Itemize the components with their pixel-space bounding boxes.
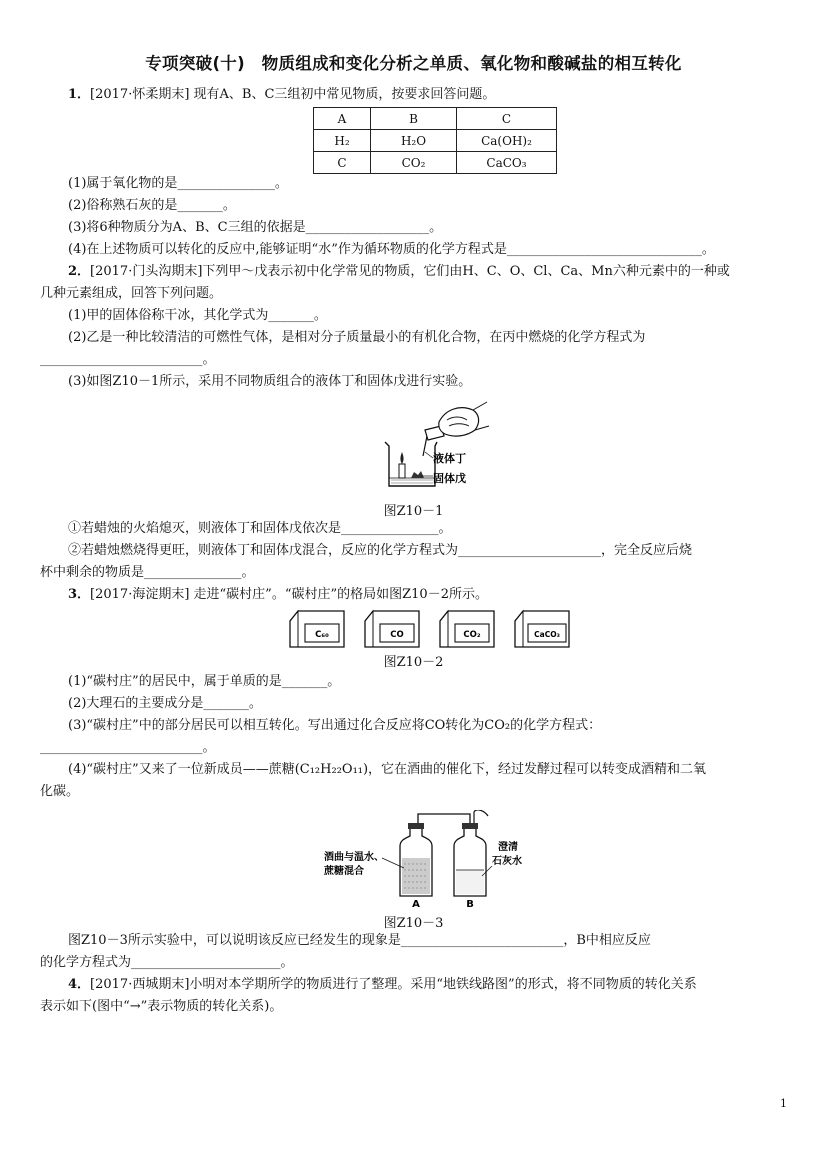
q3-part1: (1)“碳村庄”的居民中，属于单质的是_______。 bbox=[68, 674, 341, 689]
table-cell: A bbox=[314, 108, 371, 130]
figure-z10-1-caption: 图Z10－1 bbox=[383, 504, 444, 519]
q3-part3: (3)“碳村庄”中的部分居民可以相互转化。写出通过化合反应将CO转化为CO₂的化学方程式： bbox=[68, 718, 602, 733]
q1-substance-table bbox=[313, 107, 557, 174]
table-cell: C bbox=[314, 152, 371, 174]
label-bottle-b: B bbox=[466, 899, 474, 910]
q3-number: 3． bbox=[68, 587, 91, 602]
q3-part4-cont: 化碳。 bbox=[40, 784, 80, 799]
house-label: CO₂ bbox=[463, 630, 481, 640]
q2-intro bbox=[68, 263, 730, 281]
table-cell: CaCO₃ bbox=[457, 152, 557, 174]
q2-sub2: ②若蜡烛燃烧得更旺，则液体丁和固体戊混合，反应的化学方程式为______________________，完全反应后烧 bbox=[68, 543, 693, 558]
q4-intro bbox=[68, 976, 697, 994]
q2-intro-text: [2017·门头沟期末]下列甲～戊表示初中化学常见的物质，它们由H、C、O、Cl、Ca、Mn六种元素中的一种或 bbox=[90, 264, 730, 279]
house-caco3 bbox=[515, 611, 569, 647]
house-co2 bbox=[440, 611, 494, 647]
q1-part2: (2)俗称熟石灰的是_______。 bbox=[68, 198, 236, 213]
page-number: 1 bbox=[780, 1097, 787, 1110]
house-co bbox=[365, 611, 419, 647]
house-label: C₆₀ bbox=[315, 630, 329, 640]
q2-part2: (2)乙是一种比较清洁的可燃性气体，是相对分子质量最小的有机化合物，在丙中燃烧的化学方程式为 bbox=[68, 330, 646, 345]
q3-part5-cont: 的化学方程式为_______________________。 bbox=[40, 955, 294, 970]
figure-z10-1 bbox=[375, 392, 515, 492]
house-label: CaCO₃ bbox=[534, 630, 560, 639]
label-limewater-2: 石灰水 bbox=[492, 856, 522, 867]
q3-part2: (2)大理石的主要成分是_______。 bbox=[68, 696, 262, 711]
label-yeast-mix-2: 蔗糖混合 bbox=[324, 866, 364, 877]
page-title: 专项突破(十) 物质组成和变化分析之单质、氧化物和酸碱盐的相互转化 bbox=[145, 54, 682, 73]
q3-intro bbox=[68, 586, 488, 604]
q1-part3: (3)将6种物质分为A、B、C三组的依据是___________________。 bbox=[68, 220, 443, 235]
label-solid-wu: 固体戊 bbox=[433, 472, 466, 485]
q1-number: 1． bbox=[68, 87, 91, 102]
q4-number: 4． bbox=[68, 977, 91, 992]
figure-z10-2-caption: 图Z10－2 bbox=[383, 655, 444, 670]
label-liquid-ding: 液体丁 bbox=[433, 452, 466, 465]
q2-intro-cont: 几种元素组成，回答下列问题。 bbox=[40, 286, 223, 301]
q3-part5: 图Z10－3所示实验中，可以说明该反应已经发生的现象是_________________________，B中相应反应 bbox=[68, 933, 651, 948]
q2-part1: (1)甲的固体俗称干冰，其化学式为_______。 bbox=[68, 308, 327, 323]
table-row bbox=[314, 152, 557, 174]
q4-intro-cont: 表示如下(图中“→”表示物质的转化关系)。 bbox=[40, 999, 283, 1014]
table-cell: Ca(OH)₂ bbox=[457, 130, 557, 152]
table-row bbox=[314, 130, 557, 152]
q2-number: 2． bbox=[68, 264, 91, 279]
house-c60 bbox=[290, 611, 344, 647]
q3-intro-text: [2017·海淀期末] 走进“碳村庄”。“碳村庄”的格局如图Z10－2所示。 bbox=[90, 587, 488, 602]
table-cell: B bbox=[371, 108, 457, 130]
table-cell: H₂O bbox=[371, 130, 457, 152]
q2-part3: (3)如图Z10－1所示，采用不同物质组合的液体丁和固体戊进行实验。 bbox=[68, 374, 472, 389]
table-cell: H₂ bbox=[314, 130, 371, 152]
q3-part4: (4)“碳村庄”又来了一位新成员——蔗糖(C₁₂H₂₂O₁₁)，它在酒曲的催化下，经过发酵过程可以转变成酒精和二氧 bbox=[68, 762, 707, 777]
table-row bbox=[314, 108, 557, 130]
q2-sub2-cont: 杯中剩余的物质是_______________。 bbox=[40, 565, 255, 580]
label-bottle-a: A bbox=[412, 899, 420, 910]
q1-intro bbox=[68, 86, 495, 104]
figure-z10-3-caption: 图Z10－3 bbox=[383, 916, 444, 931]
q4-intro-text: [2017·西城期末]小明对本学期所学的物质进行了整理。采用“地铁线路图”的形式，将不同物质的转化关系 bbox=[90, 977, 697, 992]
q1-intro-text: [2017·怀柔期末] 现有A、B、C三组初中常见物质，按要求回答问题。 bbox=[90, 87, 496, 102]
table-cell: CO₂ bbox=[371, 152, 457, 174]
q2-part2-blank: _________________________。 bbox=[40, 352, 216, 367]
table-cell: C bbox=[457, 108, 557, 130]
q1-part4: (4)在上述物质可以转化的反应中,能够证明“水”作为循环物质的化学方程式是______________________________。 bbox=[68, 242, 715, 257]
figure-z10-2 bbox=[288, 607, 573, 649]
house-label: CO bbox=[390, 630, 404, 640]
label-yeast-mix-1: 酒曲与温水、 bbox=[324, 852, 384, 863]
q1-part1: (1)属于氧化物的是_______________。 bbox=[68, 176, 288, 191]
q2-sub1: ①若蜡烛的火焰熄灭，则液体丁和固体戊依次是_______________。 bbox=[68, 521, 452, 536]
label-limewater-1: 澄清 bbox=[498, 842, 518, 853]
figure-z10-3 bbox=[322, 810, 542, 910]
q3-part3-blank: _________________________。 bbox=[40, 740, 216, 755]
